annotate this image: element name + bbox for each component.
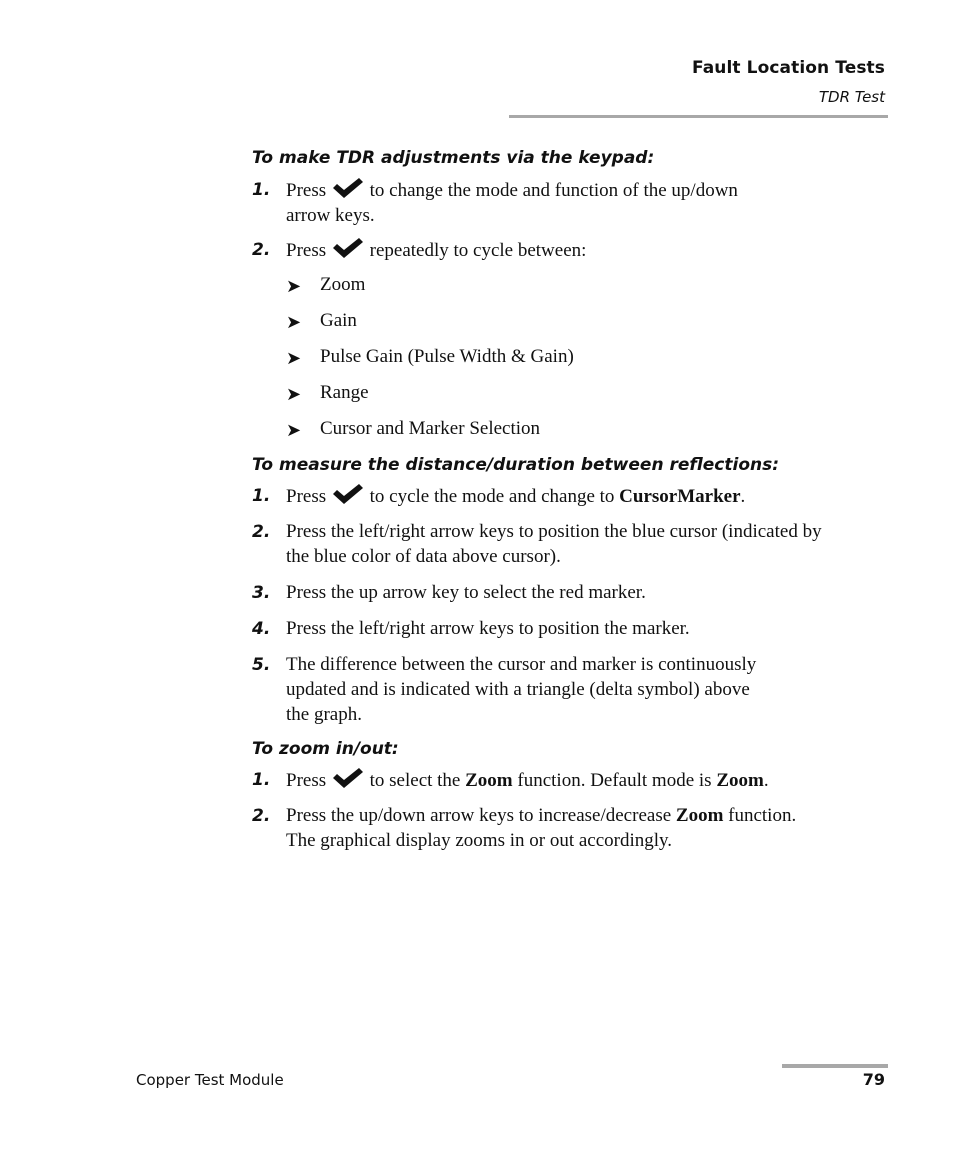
step-number: 2.	[252, 522, 271, 542]
step-text: Press repeatedly to cycle between:	[286, 237, 586, 263]
step-text: The difference between the cursor and marker is continuously updated and is indicated with a triangle (delta symbol) above the graph.	[286, 654, 757, 725]
arrow-bullet-icon: ➤	[286, 420, 302, 440]
step-number: 4.	[252, 619, 271, 639]
arrow-bullet-icon: ➤	[286, 348, 302, 368]
step-text: Press the up/down arrow keys to increase/decrease Zoom function. The graphical display zooms in or out accordingly.	[286, 805, 797, 851]
step-text: Press to select the Zoom function. Default mode is Zoom.	[286, 767, 769, 793]
list-item: Zoom	[320, 274, 366, 295]
checkmark-icon	[332, 237, 364, 259]
section-subtitle: TDR Test	[818, 88, 885, 106]
checkmark-icon	[332, 177, 364, 199]
step-text: Press the left/right arrow keys to position the blue cursor (indicated by the blue color of data above cursor).	[286, 521, 822, 567]
list-item: Gain	[320, 310, 357, 331]
list-item: Range	[320, 382, 369, 403]
step-number: 1.	[252, 770, 271, 790]
section-heading-distance: To measure the distance/duration between reflections:	[252, 455, 780, 475]
list-item: Pulse Gain (Pulse Width & Gain)	[320, 346, 574, 367]
step-text: Press to cycle the mode and change to CursorMarker.	[286, 483, 745, 509]
step-text: Press to change the mode and function of the up/down arrow keys.	[286, 177, 738, 228]
step-number: 2.	[252, 806, 271, 826]
arrow-bullet-icon: ➤	[286, 312, 302, 332]
section-heading-keypad: To make TDR adjustments via the keypad:	[252, 148, 655, 168]
arrow-bullet-icon: ➤	[286, 384, 302, 404]
footer-document-title: Copper Test Module	[136, 1071, 284, 1089]
footer-rule	[782, 1064, 888, 1068]
step-text: Press the left/right arrow keys to position the marker.	[286, 618, 690, 639]
header-rule	[509, 115, 888, 118]
step-number: 2.	[252, 240, 271, 260]
section-heading-zoom: To zoom in/out:	[252, 739, 399, 759]
step-text: Press the up arrow key to select the red marker.	[286, 582, 646, 603]
checkmark-icon	[332, 483, 364, 505]
page-number: 79	[862, 1070, 885, 1089]
step-number: 1.	[252, 180, 271, 200]
chapter-title: Fault Location Tests	[691, 58, 885, 78]
checkmark-icon	[332, 767, 364, 789]
step-number: 5.	[252, 655, 271, 675]
list-item: Cursor and Marker Selection	[320, 418, 541, 439]
arrow-bullet-icon: ➤	[286, 276, 302, 296]
step-number: 3.	[252, 583, 271, 603]
step-number: 1.	[252, 486, 271, 506]
